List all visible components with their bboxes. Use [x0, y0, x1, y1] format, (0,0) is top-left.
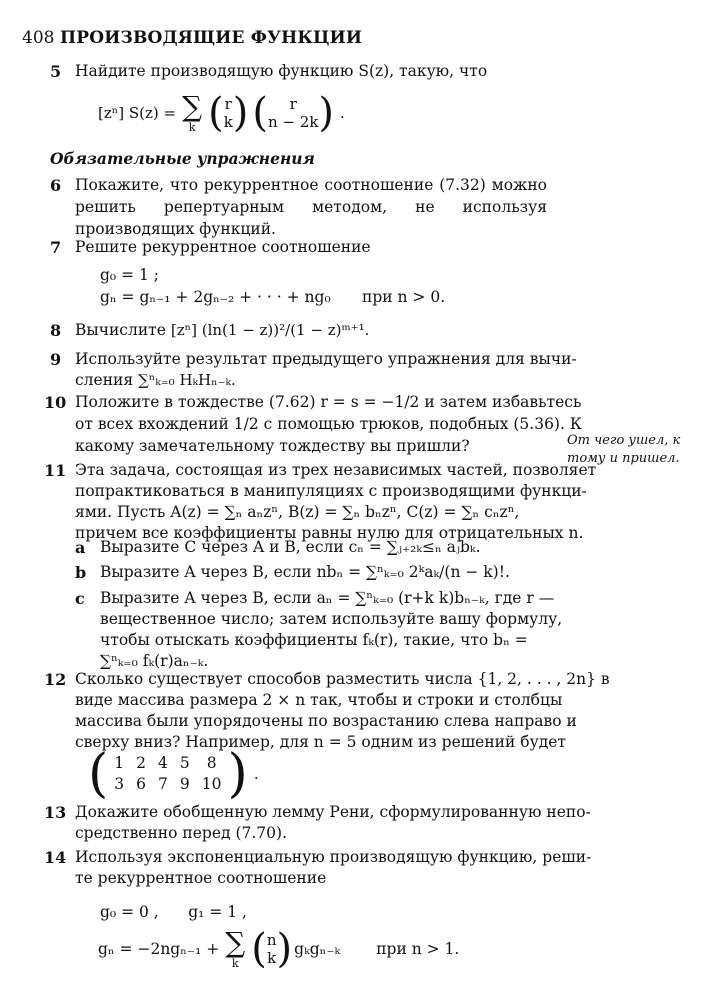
sum-index: k [231, 956, 239, 970]
exercise-14-condition: при n > 1. [376, 940, 460, 958]
exercise-11b-text: Выразите A через B, если nbₙ = ∑ⁿₖ₌₀ 2ᵏaₖ/(n − k)!. [100, 563, 510, 581]
exercise-11c-line4: ∑ⁿₖ₌₀ fₖ(r)aₙ₋ₖ. [100, 652, 209, 670]
running-title: ПРОИЗВОДЯЩИЕ ФУНКЦИИ [60, 28, 363, 48]
exercise-11-line2: попрактиковаться в манипуляциях с производящими функци- [75, 482, 587, 500]
exercise-7-eq1: g₀ = 1 ; [100, 266, 159, 284]
exercise-14-eq2-lhs: gₙ = −2ngₙ₋₁ + [98, 940, 220, 958]
exercise-11b-label: b [75, 563, 87, 582]
matrix-cell: 8 [206, 754, 217, 772]
exercise-12-line3: массива были упорядочены по возрастанию слева направо и [75, 712, 577, 730]
matrix-table [108, 753, 227, 795]
exercise-11c-line2: вещественное число; затем используйте вашу формулу, [100, 610, 563, 628]
exercise-10-line3: какому замечательному тождеству вы пришли? [75, 437, 470, 455]
exercise-14-line1: Используя экспоненциальную производящую функцию, реши- [75, 848, 592, 866]
exercise-7-condition: при n > 0. [362, 288, 446, 306]
exercise-10-line2: от всех вхождений 1/2 с помощью трюков, подобных (5.36). К [75, 415, 582, 433]
margin-note: От чего ушел, к тому и пришел. [567, 433, 681, 466]
exercise-10-line1: Положите в тождестве (7.62) r = s = −1/2 и затем избавьтесь [75, 393, 582, 411]
binom-n-k: n k [266, 931, 277, 967]
exercise-11-number: 11 [44, 461, 67, 480]
exercise-12-line1: Сколько существует способов разместить числа {1, 2, . . . , 2n} в [75, 670, 610, 688]
matrix-cell: 9 [179, 775, 190, 793]
exercise-5-lhs: [zⁿ] S(z) = [98, 104, 177, 122]
exercise-9-line1: Используйте результат предыдущего упражнения для вычи- [75, 350, 577, 368]
matrix-row [108, 753, 227, 774]
exercise-5-number: 5 [50, 62, 62, 81]
exercise-8-number: 8 [50, 321, 62, 340]
exercise-11c-line1: Выразите A через B, если aₙ = ∑ⁿₖ₌₀ (r+k k)bₙ₋ₖ, где r — [100, 589, 555, 607]
exercise-9-line2: сления [75, 371, 134, 389]
matrix-cell: 6 [136, 775, 147, 793]
exercise-12-line2: виде массива размера 2 × n так, чтобы и строки и столбцы [75, 691, 563, 709]
binom-2: r n − 2k [268, 95, 319, 131]
exercise-9-number: 9 [50, 350, 62, 369]
matrix-cell: 4 [158, 754, 168, 772]
matrix-row [108, 774, 227, 795]
exercise-14-line2: те рекуррентное соотношение [75, 869, 327, 887]
exercise-12-line4: сверху вниз? Например, для n = 5 одним из решений будет [75, 733, 566, 751]
exercise-10-number: 10 [44, 393, 67, 412]
exercise-13-number: 13 [44, 803, 67, 822]
exercise-6-text: Покажите, что рекуррентное соотношение (7.32) можно решить репертуарным методом, не используя производящих функций. [75, 176, 547, 238]
exercise-6-number: 6 [50, 176, 62, 195]
exercise-14-number: 14 [44, 848, 67, 867]
matrix-cell: 2 [136, 754, 147, 772]
matrix-cell: 7 [158, 775, 168, 793]
sum-index: k [188, 120, 196, 134]
sum-sign: ∑ [225, 925, 246, 959]
exercise-11-line3: ями. Пусть A(z) = ∑ₙ aₙzⁿ, B(z) = ∑ₙ bₙzⁿ, C(z) = ∑ₙ cₙzⁿ, [75, 503, 520, 521]
exercise-7-number: 7 [50, 238, 62, 257]
exercise-14-eq2: gₙ = −2ngₙ₋₁ + ∑ k ( n k ) gₖgₙ₋ₖ при n > 1. [98, 925, 460, 972]
exercise-14-eq1: g₀ = 0 , g₁ = 1 , [100, 903, 247, 921]
exercise-11c-label: c [75, 589, 85, 608]
section-title: Обязательные упражнения [50, 149, 315, 168]
example-matrix: ( 1 2 4 5 8 3 6 7 9 10 ) . [88, 744, 259, 804]
exercise-8-formula: [zⁿ] (ln(1 − z))²/(1 − z)ᵐ⁺¹. [170, 321, 370, 339]
exercise-9-formula: ∑ⁿₖ₌₀ HₖHₙ₋ₖ. [138, 371, 236, 389]
exercise-7-eq2: gₙ = gₙ₋₁ + 2gₙ₋₂ + · · · + ng₀ [100, 288, 331, 306]
exercise-7-text: Решите рекуррентное соотношение [75, 238, 371, 256]
exercise-11c-line3: чтобы отыскать коэффициенты fₖ(r), такие, что bₙ = [100, 631, 528, 649]
exercise-13-line1: Докажите обобщенную лемму Рени, сформулированную непо- [75, 803, 591, 821]
matrix-cell: 10 [201, 775, 222, 793]
matrix-cell: 5 [179, 754, 190, 772]
exercise-5-text: Найдите производящую функцию S(z), такую, что [75, 62, 488, 80]
matrix-cell: 3 [114, 775, 125, 793]
page-number: 408 [22, 28, 55, 48]
exercise-8-text: Вычислите [75, 321, 166, 339]
exercise-5-formula: [zⁿ] S(z) = ∑ k ( r k ) ( r n − 2k ) . [98, 89, 345, 136]
binom-1: r k [223, 95, 233, 131]
exercise-11-line1: Эта задача, состоящая из трех независимых частей, позволяет [75, 461, 597, 479]
exercise-11-line4: причем все коэффициенты равны нулю для отрицательных n. [75, 524, 584, 542]
sum-sign: ∑ [182, 89, 203, 123]
exercise-13-line2: средственно перед (7.70). [75, 824, 287, 842]
exercise-12-number: 12 [44, 670, 67, 689]
exercise-11a-label: a [75, 538, 86, 557]
exercise-11a-text: Выразите C через A и B, если cₙ = ∑ⱼ₊₂ₖ≤ₙ aⱼbₖ. [100, 538, 481, 556]
matrix-cell: 1 [114, 754, 125, 772]
exercise-14-eq2-rhs: gₖgₙ₋ₖ [294, 940, 341, 958]
